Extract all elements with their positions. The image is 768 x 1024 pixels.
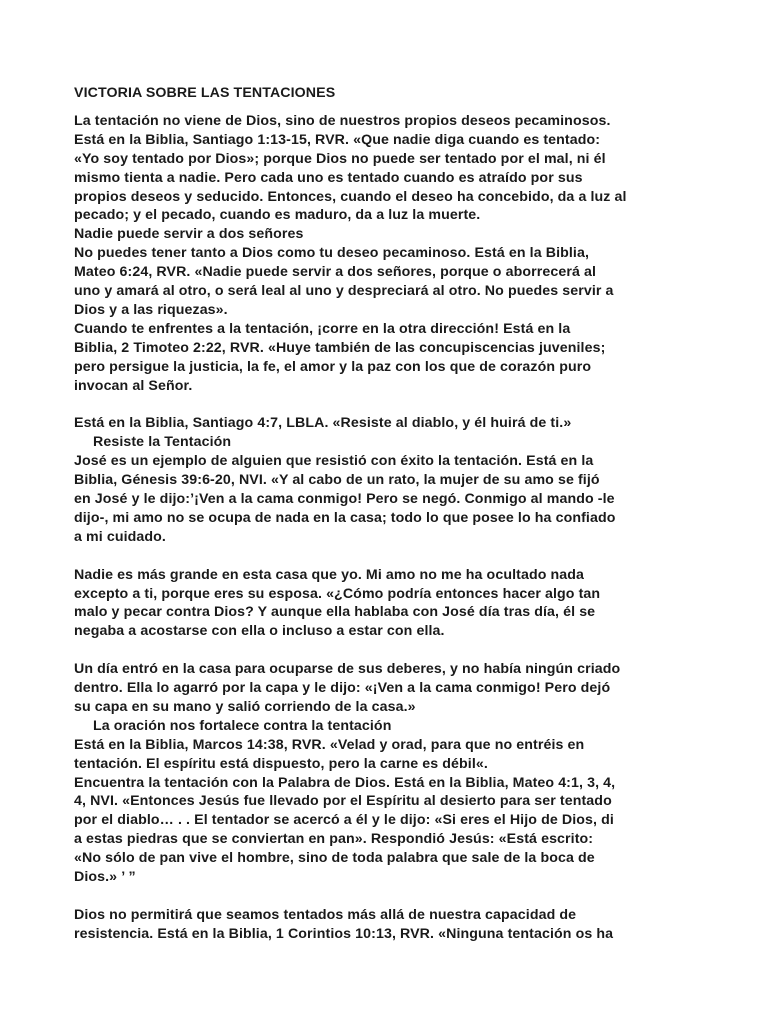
body-line: uno y amará al otro, o será leal al uno y despreciará al otro. No puedes servir a [74, 283, 614, 300]
body-line: pecado; y el pecado, cuando es maduro, da a luz la muerte. [74, 207, 481, 224]
body-line: a estas piedras que se conviertan en pan». Respondió Jesús: «Está escrito: [74, 831, 594, 848]
body-line: José es un ejemplo de alguien que resistió con éxito la tentación. Está en la [74, 453, 594, 470]
body-line: excepto a ti, porque eres su esposa. «¿Cómo podría entonces hacer algo tan [74, 585, 601, 602]
section-heading: Resiste la Tentación [93, 434, 232, 451]
paragraph-gap [74, 396, 714, 415]
body-line: Mateo 6:24, RVR. «Nadie puede servir a dos señores, porque o aborrecerá al [74, 264, 597, 281]
body-line: Dios y a las riquezas». [74, 301, 228, 318]
body-line: Biblia, 2 Timoteo 2:22, RVR. «Huye también de las concupiscencias juveniles; [74, 339, 606, 356]
body-line: Está en la Biblia, Santiago 4:7, LBLA. «Resiste al diablo, y él huirá de ti.» [74, 415, 572, 432]
body-line: Está en la Biblia, Santiago 1:13-15, RVR. «Que nadie diga cuando es tentado: [74, 131, 601, 148]
paragraph-gap [74, 887, 714, 906]
body-line: invocan al Señor. [74, 377, 193, 394]
document-title: VICTORIA SOBRE LAS TENTACIONES [74, 85, 336, 101]
section-heading: La oración nos fortalece contra la tentación [93, 717, 392, 734]
body-line: propios deseos y seducido. Entonces, cuando el deseo ha concebido, da a luz al [74, 188, 627, 205]
document-page [74, 84, 714, 944]
body-line: dijo-, mi amo no se ocupa de nada en la casa; todo lo que posee lo ha confiado [74, 509, 616, 526]
document-body [74, 112, 714, 944]
body-line: por el diablo… . . El tentador se acercó a él y le dijo: «Si eres el Hijo de Dios, di [74, 812, 614, 829]
body-line: Dios no permitirá que seamos tentados más allá de nuestra capacidad de [74, 906, 577, 923]
body-line: Encuentra la tentación con la Palabra de Dios. Está en la Biblia, Mateo 4:1, 3, 4, [74, 774, 616, 791]
section-heading: Nadie puede servir a dos señores [74, 226, 304, 243]
body-line: resistencia. Está en la Biblia, 1 Corintios 10:13, RVR. «Ninguna tentación os ha [74, 925, 614, 942]
body-line: negaba a acostarse con ella o incluso a estar con ella. [74, 623, 445, 640]
body-line: malo y pecar contra Dios? Y aunque ella hablaba con José día tras día, él se [74, 604, 596, 621]
body-line: Está en la Biblia, Marcos 14:38, RVR. «Velad y orad, para que no entréis en [74, 736, 585, 753]
body-line: Cuando te enfrentes a la tentación, ¡corre en la otra dirección! Está en la [74, 320, 571, 337]
paragraph-gap [74, 641, 714, 660]
body-line: en José y le dijo:’¡Ven a la cama conmigo! Pero se negó. Conmigo al mando -le [74, 491, 615, 508]
body-line: La tentación no viene de Dios, sino de nuestros propios deseos pecaminosos. [74, 112, 611, 129]
body-line: Biblia, Génesis 39:6-20, NVI. «Y al cabo de un rato, la mujer de su amo se fijó [74, 472, 600, 489]
body-line: No puedes tener tanto a Dios como tu deseo pecaminoso. Está en la Biblia, [74, 245, 590, 262]
body-line: a mi cuidado. [74, 528, 166, 545]
body-line: Dios.» ’ ” [74, 869, 136, 886]
body-line: tentación. El espíritu está dispuesto, pero la carne es débil«. [74, 755, 488, 772]
body-line: dentro. Ella lo agarró por la capa y le dijo: «¡Ven a la cama conmigo! Pero dejó [74, 680, 611, 697]
paragraph-gap [74, 547, 714, 566]
body-line: «No sólo de pan vive el hombre, sino de toda palabra que sale de la boca de [74, 850, 595, 867]
body-line: 4, NVI. «Entonces Jesús fue llevado por el Espíritu al desierto para ser tentado [74, 793, 612, 810]
body-line: mismo tienta a nadie. Pero cada uno es tentado cuando es atraído por sus [74, 169, 583, 186]
body-line: su capa en su mano y salió corriendo de la casa.» [74, 698, 416, 715]
body-line: Nadie es más grande en esta casa que yo. Mi amo no me ha ocultado nada [74, 566, 585, 583]
body-line: «Yo soy tentado por Dios»; porque Dios no puede ser tentado por el mal, ni él [74, 150, 606, 167]
body-line: Un día entró en la casa para ocuparse de sus deberes, y no había ningún criado [74, 661, 621, 678]
body-line: pero persigue la justicia, la fe, el amor y la paz con los que de corazón puro [74, 358, 592, 375]
